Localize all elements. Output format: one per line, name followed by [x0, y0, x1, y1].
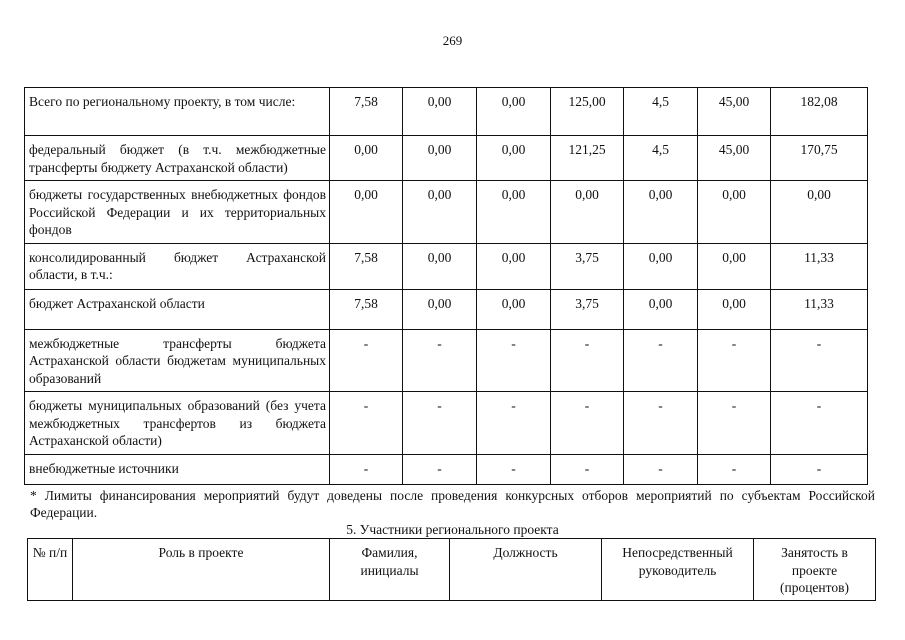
finance-table: [24, 87, 868, 485]
value-cell: 0,00: [330, 181, 403, 244]
value-cell: -: [477, 392, 551, 455]
header-cell-number: № п/п: [28, 539, 73, 601]
value-cell: 170,75: [771, 136, 868, 181]
value-cell: -: [330, 329, 403, 392]
value-cell: -: [403, 329, 477, 392]
value-cell: -: [551, 454, 624, 484]
row-label: бюджеты государственных внебюджетных фондов Российской Федерации и их территориальных фондов: [25, 181, 330, 244]
value-cell: 0,00: [477, 136, 551, 181]
value-cell: -: [624, 392, 698, 455]
value-cell: 121,25: [551, 136, 624, 181]
value-cell: 45,00: [698, 88, 771, 136]
value-cell: -: [624, 454, 698, 484]
value-cell: -: [551, 329, 624, 392]
participants-table: [27, 538, 876, 601]
header-cell-supervisor: Непосредственный руководитель: [602, 539, 754, 601]
page-number: 269: [442, 33, 463, 48]
value-cell: 0,00: [551, 181, 624, 244]
value-cell: 7,58: [330, 88, 403, 136]
participants-header-row: [28, 539, 876, 601]
value-cell: 11,33: [771, 243, 868, 289]
row-label: бюджеты муниципальных образований (без учета межбюджетных трансфертов из бюджета Астраханской области): [25, 392, 330, 455]
table-row: [25, 88, 868, 136]
value-cell: -: [330, 392, 403, 455]
value-cell: 7,58: [330, 243, 403, 289]
value-cell: 45,00: [698, 136, 771, 181]
value-cell: -: [624, 329, 698, 392]
value-cell: -: [403, 392, 477, 455]
value-cell: 0,00: [403, 88, 477, 136]
value-cell: 0,00: [477, 88, 551, 136]
value-cell: 0,00: [403, 243, 477, 289]
value-cell: 0,00: [698, 243, 771, 289]
value-cell: 0,00: [403, 181, 477, 244]
header-cell-role: Роль в проекте: [73, 539, 330, 601]
value-cell: 0,00: [624, 181, 698, 244]
table-row: [25, 454, 868, 484]
value-cell: 3,75: [551, 289, 624, 329]
value-cell: -: [698, 392, 771, 455]
header-cell-name: Фамилия, инициалы: [330, 539, 450, 601]
value-cell: 0,00: [771, 181, 868, 244]
value-cell: 4,5: [624, 88, 698, 136]
value-cell: 0,00: [477, 243, 551, 289]
row-label: консолидированный бюджет Астраханской области, в т.ч.:: [25, 243, 330, 289]
value-cell: -: [330, 454, 403, 484]
value-cell: 3,75: [551, 243, 624, 289]
value-cell: -: [771, 392, 868, 455]
value-cell: 7,58: [330, 289, 403, 329]
table-row: [25, 289, 868, 329]
value-cell: -: [771, 329, 868, 392]
table-row: [25, 243, 868, 289]
section-title: 5. Участники регионального проекта: [346, 522, 559, 537]
value-cell: 0,00: [624, 289, 698, 329]
value-cell: 125,00: [551, 88, 624, 136]
value-cell: -: [403, 454, 477, 484]
value-cell: 11,33: [771, 289, 868, 329]
row-label: федеральный бюджет (в т.ч. межбюджетные трансферты бюджету Астраханской области): [25, 136, 330, 181]
value-cell: 0,00: [698, 181, 771, 244]
value-cell: 0,00: [624, 243, 698, 289]
value-cell: 4,5: [624, 136, 698, 181]
row-label: внебюджетные источники: [25, 454, 330, 484]
value-cell: -: [698, 454, 771, 484]
value-cell: 0,00: [477, 289, 551, 329]
table-row: [25, 329, 868, 392]
header-cell-position: Должность: [450, 539, 602, 601]
value-cell: 182,08: [771, 88, 868, 136]
value-cell: 0,00: [698, 289, 771, 329]
value-cell: 0,00: [477, 181, 551, 244]
value-cell: -: [477, 329, 551, 392]
value-cell: -: [551, 392, 624, 455]
table-row: [25, 181, 868, 244]
value-cell: -: [698, 329, 771, 392]
header-cell-employment: Занятость в проекте (процентов): [754, 539, 876, 601]
value-cell: 0,00: [403, 289, 477, 329]
value-cell: 0,00: [330, 136, 403, 181]
table-row: [25, 392, 868, 455]
table-row: [25, 136, 868, 181]
row-label: межбюджетные трансферты бюджета Астраханской области бюджетам муниципальных образований: [25, 329, 330, 392]
value-cell: -: [771, 454, 868, 484]
row-label: бюджет Астраханской области: [25, 289, 330, 329]
value-cell: -: [477, 454, 551, 484]
footnote: * Лимиты финансирования мероприятий будут доведены после проведения конкурсных отборов мероприятий по субъектам Российской Федерации.: [30, 488, 875, 520]
row-label: Всего по региональному проекту, в том числе:: [25, 88, 330, 136]
value-cell: 0,00: [403, 136, 477, 181]
